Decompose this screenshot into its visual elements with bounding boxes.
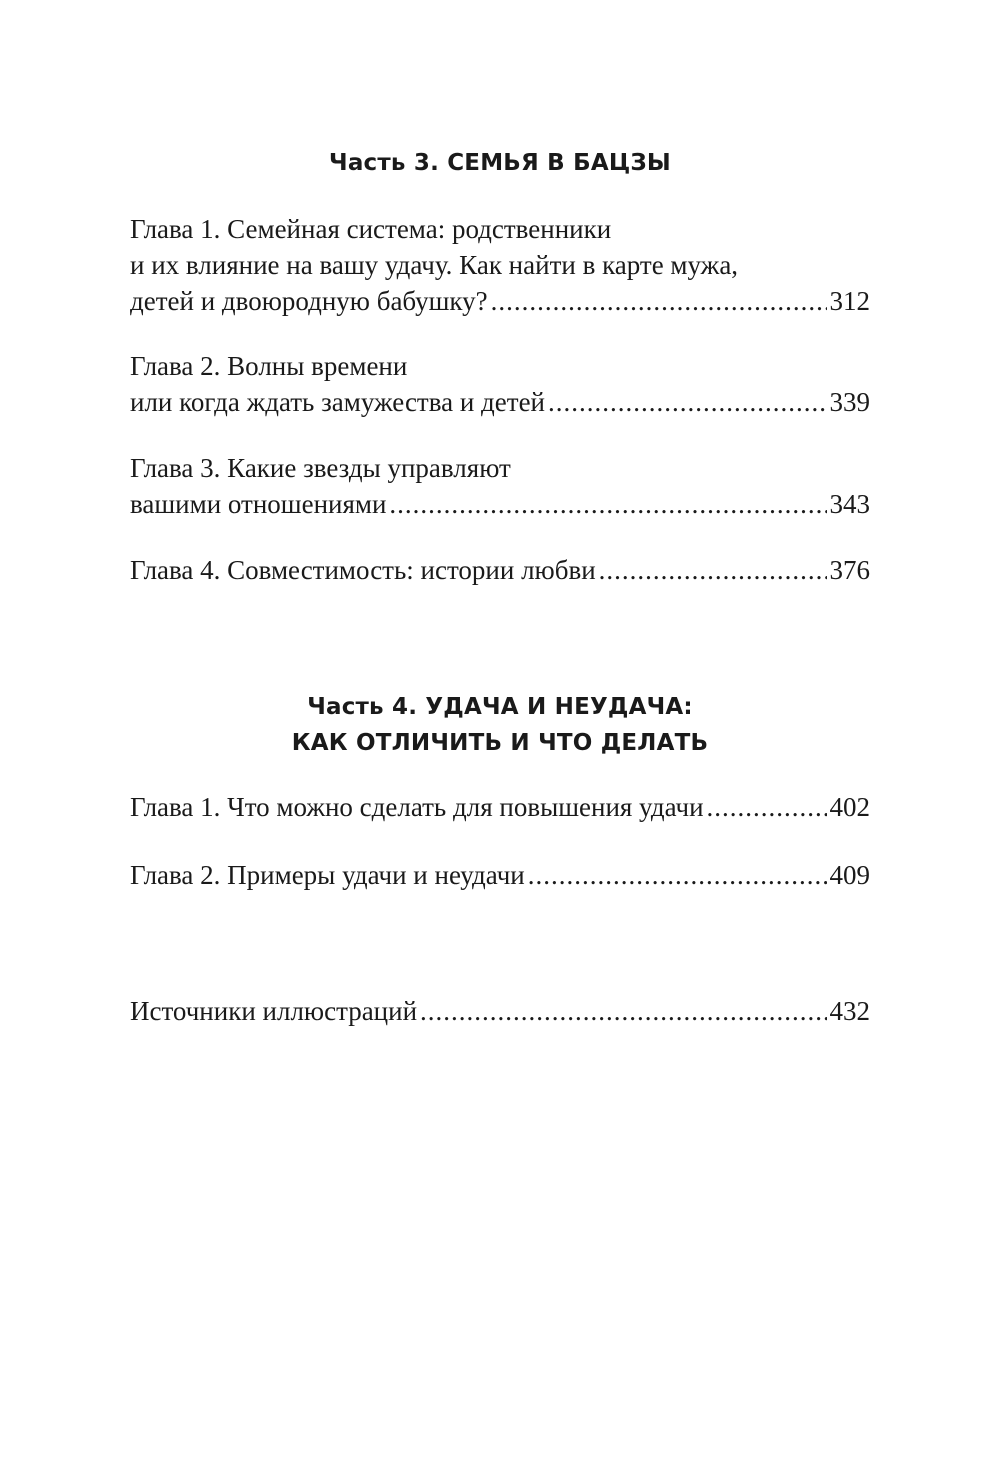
toc-entry-part3-chapter3[interactable] [130, 450, 870, 522]
dot-leader [548, 384, 826, 420]
toc-entry-part3-chapter2[interactable] [130, 348, 870, 420]
page-number: 432 [829, 996, 870, 1026]
page-number: 343 [829, 489, 870, 519]
toc-entry-illustration-sources[interactable] [130, 993, 870, 1029]
toc-entry-text-line: Глава 2. Волны времени [130, 351, 408, 381]
toc-entry-part3-chapter4[interactable] [130, 552, 870, 588]
part-4-title-line-1: Часть 4. УДАЧА И НЕУДАЧА: [307, 694, 693, 720]
part-4-title-line-2: КАК ОТЛИЧИТЬ И ЧТО ДЕЛАТЬ [291, 730, 709, 756]
dot-leader [420, 993, 826, 1029]
page-number: 312 [829, 286, 870, 316]
dot-leader [491, 283, 827, 319]
toc-entry-text-line: Глава 3. Какие звезды управляют [130, 453, 511, 483]
dot-leader [389, 486, 826, 522]
toc-leader-row [130, 789, 870, 825]
toc-entry-text-line: или когда ждать замужества и детей [130, 387, 546, 417]
page-number: 409 [829, 860, 870, 890]
dot-leader [528, 857, 827, 893]
toc-entry-text-line: детей и двоюродную бабушку? [130, 286, 488, 316]
dot-leader [707, 789, 827, 825]
page-number: 339 [829, 387, 870, 417]
toc-entry-part4-chapter2[interactable] [130, 857, 870, 893]
dot-leader [599, 552, 827, 588]
toc-leader-row [130, 384, 870, 420]
toc-leader-row [130, 993, 870, 1029]
toc-entry-text-line: Глава 1. Семейная система: родственники [130, 214, 612, 244]
page-number: 402 [829, 792, 870, 822]
toc-leader-row [130, 552, 870, 588]
toc-entry-text-line: и их влияние на вашу удачу. Как найти в карте мужа, [130, 250, 739, 280]
toc-entry-text-line: Глава 4. Совместимость: истории любви [130, 555, 596, 585]
toc-leader-row [130, 486, 870, 522]
toc-leader-row [130, 857, 870, 893]
toc-entry-text-line: Глава 2. Примеры удачи и неудачи [130, 860, 525, 890]
toc-entry-text-line: вашими отношениями [130, 489, 387, 519]
toc-entry-part4-chapter1[interactable] [130, 789, 870, 825]
toc-entry-text-line: Источники иллюстраций [130, 996, 418, 1026]
toc-entry-part3-chapter1[interactable] [130, 211, 870, 319]
part-3-title: Часть 3. СЕМЬЯ В БАЦЗЫ [329, 150, 671, 176]
toc-entry-text-line: Глава 1. Что можно сделать для повышения удачи [130, 792, 704, 822]
page-number: 376 [829, 555, 870, 585]
toc-leader-row [130, 283, 870, 319]
